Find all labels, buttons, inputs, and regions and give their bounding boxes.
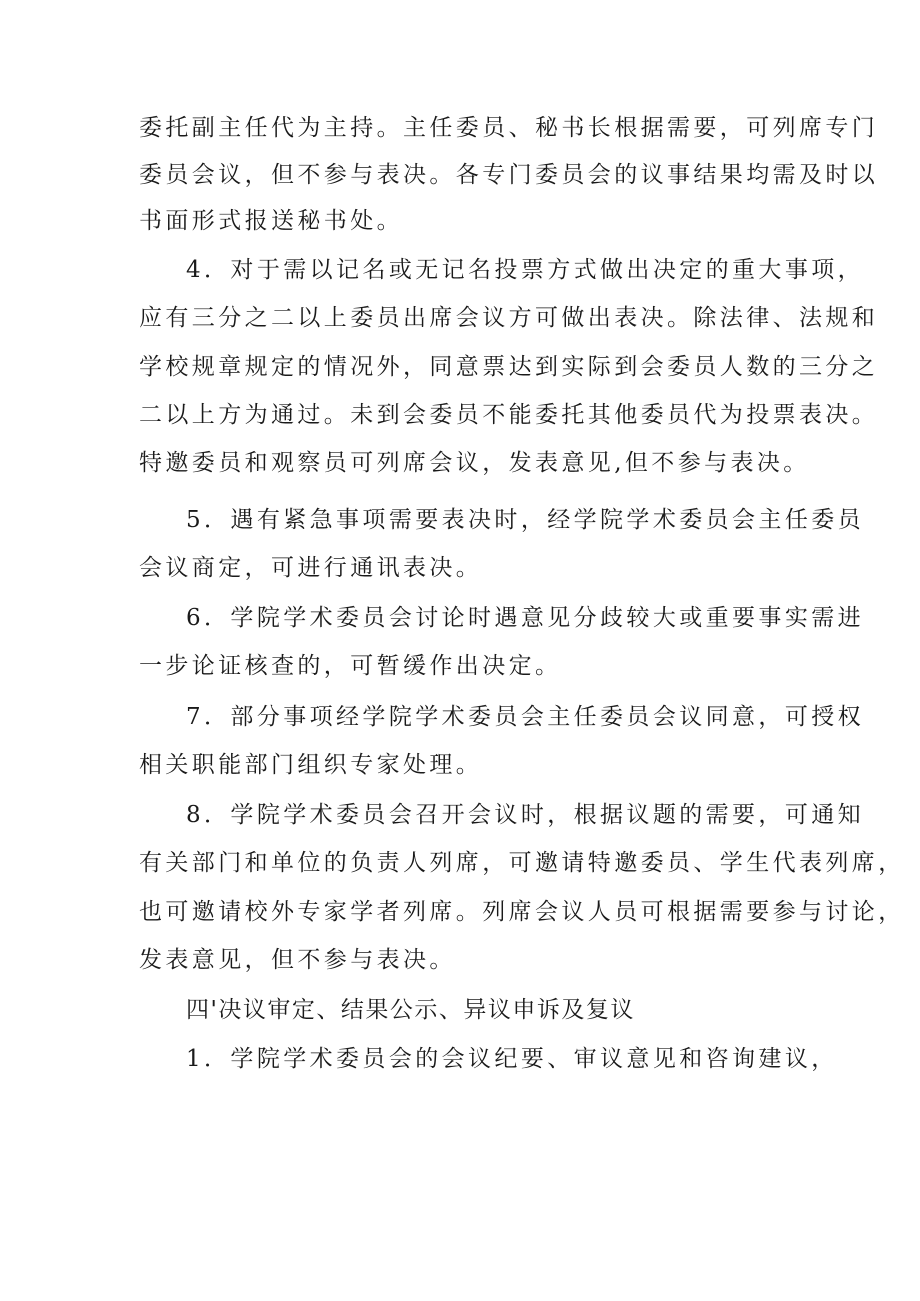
paragraph-line: 发表意见，但不参与表决。 (139, 947, 456, 973)
paragraph-line: 特邀委员和观察员可列席会议，发表意见,但不参与表决。 (139, 450, 810, 476)
paragraph-line: 学校规章规定的情况外，同意票达到实际到会委员人数的三分之 (139, 354, 879, 380)
section-heading: 四'决议审定、结果公示、异议申诉及复议 (186, 997, 635, 1023)
paragraph-line: 应有三分之二以上委员出席会议方可做出表决。除法律、法规和 (139, 305, 879, 331)
clause-6-line: 6．学院学术委员会讨论时遇意见分歧较大或重要事实需进 (186, 605, 865, 631)
clause-4-line: 4．对于需以记名或无记名投票方式做出决定的重大事项， (186, 257, 865, 283)
paragraph-line: 二以上方为通过。未到会委员不能委托其他委员代为投票表决。 (139, 402, 879, 428)
paragraph-line: 也可邀请校外专家学者列席。列席会议人员可根据需要参与讨论， (139, 899, 905, 925)
paragraph-line: 委员会议，但不参与表决。各专门委员会的议事结果均需及时以 (139, 162, 879, 188)
paragraph-line: 相关职能部门组织专家处理。 (139, 752, 483, 778)
clause-7-line: 7．部分事项经学院学术委员会主任委员会议同意，可授权 (186, 704, 865, 730)
clause-8-line: 8．学院学术委员会召开会议时，根据议题的需要，可通知 (186, 802, 865, 828)
paragraph-line: 会议商定，可进行通讯表决。 (139, 555, 483, 581)
paragraph-line: 一步论证核查的，可暂缓作出决定。 (139, 653, 562, 679)
clause-5-line: 5．遇有紧急事项需要表决时，经学院学术委员会主任委员 (186, 507, 865, 533)
paragraph-line: 书面形式报送秘书处。 (139, 208, 403, 234)
paragraph-line: 委托副主任代为主持。主任委员、秘书长根据需要，可列席专门 (139, 115, 879, 141)
paragraph-line: 有关部门和单位的负责人列席，可邀请特邀委员、学生代表列席， (139, 850, 905, 876)
clause-1-line: 1．学院学术委员会的会议纪要、审议意见和咨询建议， (186, 1046, 838, 1072)
